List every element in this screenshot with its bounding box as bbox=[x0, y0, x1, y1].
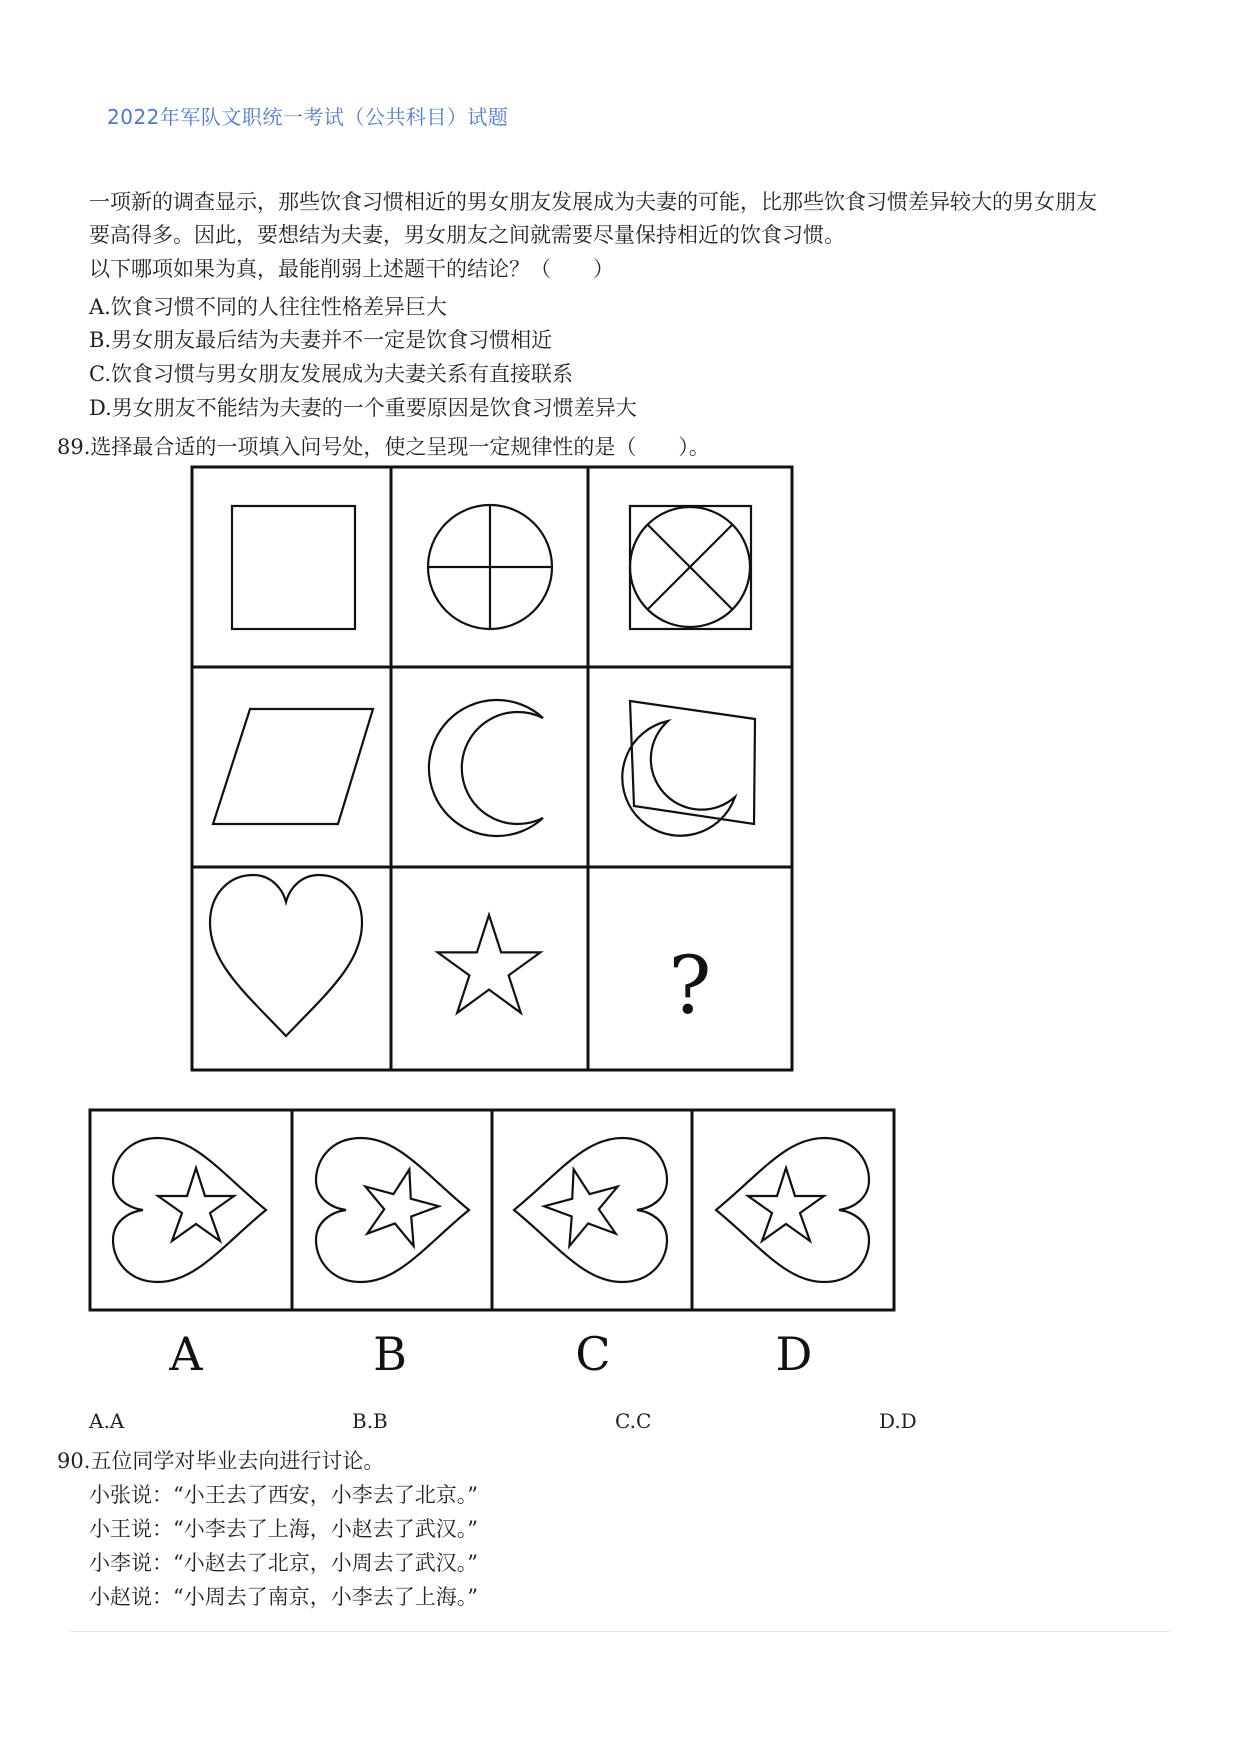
q89-answer-figures bbox=[88, 1108, 898, 1378]
trapezoid-crescent-shape bbox=[622, 701, 755, 836]
q88-option-c: C.饮食习惯与男女朋友发展成为夫妻关系有直接联系 bbox=[89, 362, 573, 386]
question-mark: ? bbox=[668, 939, 712, 1032]
figure-label-d: D bbox=[775, 1327, 813, 1378]
q89-option-a: A.A bbox=[89, 1409, 125, 1433]
page-bottom-divider bbox=[70, 1631, 1170, 1632]
heart-shape bbox=[210, 875, 362, 1036]
square-shape bbox=[232, 506, 355, 629]
q89-figure-grid bbox=[190, 465, 795, 1073]
q88-question: 以下哪项如果为真，最能削弱上述题干的结论？（ ） bbox=[89, 257, 614, 281]
q89-option-b: B.B bbox=[352, 1409, 388, 1433]
option-b-figure bbox=[316, 1138, 469, 1282]
option-d-figure bbox=[716, 1138, 869, 1282]
q90-stem: 90.五位同学对毕业去向进行讨论。 bbox=[57, 1449, 385, 1473]
q90-statement-4: 小赵说：“小周去了南京，小李去了上海。” bbox=[89, 1585, 478, 1609]
option-a-figure bbox=[113, 1138, 266, 1282]
circle-cross-shape bbox=[428, 505, 552, 629]
q90-statement-2: 小王说：“小李去了上海，小赵去了武汉。” bbox=[89, 1517, 478, 1541]
figure-label-c: C bbox=[575, 1327, 611, 1378]
q89-option-c: C.C bbox=[615, 1409, 652, 1433]
q89-stem: 89.选择最合适的一项填入问号处，使之呈现一定规律性的是（ ）。 bbox=[57, 435, 710, 459]
figure-label-a: A bbox=[169, 1327, 203, 1378]
q88-stem-line-1: 一项新的调查显示，那些饮食习惯相近的男女朋友发展成为夫妻的可能，比那些饮食习惯差异较大的男女朋友 bbox=[89, 190, 1097, 214]
figure-label-b: B bbox=[373, 1327, 407, 1378]
page-header-title: 2022年军队文职统一考试（公共科目）试题 bbox=[107, 105, 509, 129]
star-shape bbox=[438, 915, 541, 1013]
q88-option-b: B.男女朋友最后结为夫妻并不一定是饮食习惯相近 bbox=[89, 328, 553, 352]
parallelogram-shape bbox=[213, 709, 373, 824]
q88-stem-line-2: 要高得多。因此，要想结为夫妻，男女朋友之间就需要尽量保持相近的饮食习惯。 bbox=[89, 223, 845, 247]
q90-statement-3: 小李说：“小赵去了北京，小周去了武汉。” bbox=[89, 1551, 478, 1575]
q89-option-d: D.D bbox=[879, 1409, 917, 1433]
square-circle-x-shape bbox=[630, 506, 751, 629]
q88-option-a: A.饮食习惯不同的人往往性格差异巨大 bbox=[89, 295, 447, 319]
q88-option-d: D.男女朋友不能结为夫妻的一个重要原因是饮食习惯差异大 bbox=[89, 396, 637, 420]
option-c-figure bbox=[514, 1138, 667, 1282]
crescent-shape bbox=[429, 700, 543, 836]
q90-statement-1: 小张说：“小王去了西安，小李去了北京。” bbox=[89, 1483, 478, 1507]
